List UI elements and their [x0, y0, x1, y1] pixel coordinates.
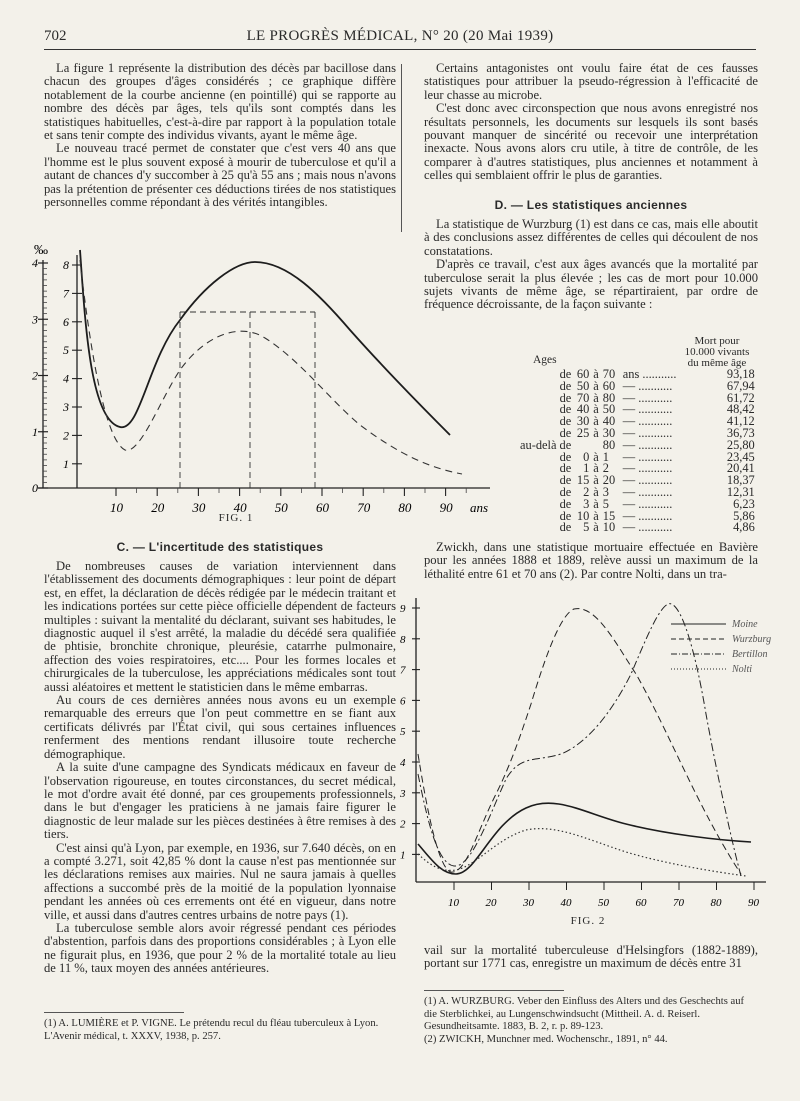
mortality-value: 20,41: [726, 461, 755, 476]
age-prefix: de: [559, 414, 572, 429]
x-ticks: [448, 882, 760, 909]
age-to: 50: [602, 402, 616, 417]
mortality-value: 6,23: [733, 496, 755, 511]
y-tick-label: 2: [400, 818, 406, 831]
y-tick-label: 5: [400, 726, 406, 739]
x-tick-label: 40: [233, 500, 247, 515]
inner-tick-label: 4: [63, 371, 69, 386]
mortality-value: 67,94: [726, 378, 755, 393]
age-sep: à: [593, 461, 599, 476]
paragraph: A la suite d'une campagne des Syndicats médicaux en faveur de l'observation rigoureuse, en toutes circonstances, du secret médical, le mot d'ordre avait été donné, par ces groupements professionnels, dans le but d'engager les praticiens à ne jamais faire figurer le diagnostic de leur malade sur les pièces destinées à être remises à des tiers.: [44, 760, 396, 842]
y-tick-label: 3: [400, 787, 406, 800]
x-tick-label: 60: [635, 897, 647, 909]
age-to: 70: [602, 367, 616, 381]
age-sep: à: [593, 425, 599, 440]
age-prefix: de: [559, 390, 572, 405]
paragraph: Au cours de ces dernières années nous avons eu un exemple remarquable des erreurs que l'on peut commettre en se fiant aux certificats délivrés par l'État civil, qui sous certaines influences renferment des mentions rendant illusoire toute recherche démographique.: [44, 693, 396, 761]
x-tick-label: 50: [598, 897, 609, 909]
paragraph: Certains antagonistes ont voulu faire état de ces fausses statistiques pour attribuer la pseudo-régression à l'efficacité de leur chasse au microbe.: [424, 61, 758, 102]
mortality-value: 36,73: [726, 425, 755, 440]
age-from: 50: [576, 378, 590, 393]
y-tick-label: 4: [400, 757, 406, 769]
paragraph: Le nouveau tracé permet de constater que c'est vers 40 ans que l'homme est le plus souvent exposé à mourir de tuberculose et qu'il a autant de chances d'y succomber à 25 qu'à 55 ans ; mais nous n'avons pas la prétention de présenter ces déductions tirées de nos statistiques personnelles comme répondant à des vérités intangibles.: [44, 141, 396, 210]
legend: [671, 619, 771, 675]
mortality-value: 12,31: [726, 484, 755, 499]
age-from: 5: [583, 520, 590, 535]
age-sep: à: [593, 378, 599, 393]
age-from: 25: [576, 425, 590, 440]
inner-tick-label: 2: [63, 428, 69, 443]
x-tick-label: 30: [192, 500, 206, 515]
age-dots: — ...........: [622, 390, 673, 405]
age-dots: — ...........: [622, 520, 673, 535]
age-from: 60: [576, 367, 590, 381]
age-dots: — ...........: [622, 449, 673, 464]
age-to: 60: [602, 378, 616, 393]
age-prefix: de: [559, 461, 572, 476]
age-from: 1: [583, 461, 590, 476]
age-to: 2: [602, 461, 609, 476]
outer-tick-label: 0: [32, 481, 38, 495]
age-to: 40: [602, 414, 616, 429]
running-head: LE PROGRÈS MÉDICAL, N° 20 (20 Mai 1939): [246, 28, 554, 44]
x-unit-label: ans: [470, 500, 489, 515]
section-c-title: C. — L'incertitude des statistiques: [116, 540, 324, 554]
age-sep: à: [593, 473, 599, 488]
age-to: 5: [602, 496, 609, 511]
age-from: 2: [583, 484, 590, 499]
inner-tick-label: 1: [63, 456, 69, 471]
age-sep: à: [593, 402, 599, 417]
figure-2-chart: [396, 594, 776, 934]
x-tick-label: 30: [523, 897, 534, 909]
age-dots: — ...........: [622, 473, 673, 488]
mortality-value: 93,18: [726, 367, 755, 381]
footnote: (2) ZWICKH, Munchner med. Wochenschr., 1891, n° 44.: [424, 1033, 668, 1045]
mortality-value: 23,45: [726, 449, 755, 464]
mortality-value: 48,42: [726, 402, 755, 417]
table-head-line: Mort pour: [694, 335, 740, 347]
age-to: 20: [602, 473, 616, 488]
age-from: 30: [576, 414, 590, 429]
age-prefix: de: [559, 496, 572, 511]
age-from: 10: [576, 508, 590, 523]
left-footnote: (1) A. LUMIÈRE et P. VIGNE. Le prétendu recul du fléau tuberculeux à Lyon. L'Avenir médical, t. XXXV, 1938, p. 257.: [44, 1018, 379, 1042]
legend-label: Nolti: [732, 664, 753, 675]
x-tick-label: 90: [439, 500, 453, 515]
age-prefix: de: [559, 484, 572, 499]
column-divider: [401, 64, 402, 232]
table-header-mort: [672, 336, 762, 369]
age-from: 40: [576, 402, 590, 417]
figure-1-caption: FIG. 1: [218, 512, 254, 524]
age-sep: à: [593, 367, 599, 381]
age-prefix: de: [559, 367, 572, 381]
age-prefix: de: [559, 520, 572, 535]
mortality-value: 41,12: [726, 414, 755, 429]
age-prefix: de: [559, 449, 572, 464]
age-dots: — ...........: [622, 378, 673, 393]
age-dots: — ...........: [622, 496, 673, 511]
right-footnotes: [424, 996, 758, 1046]
legend-label: Wurzburg: [732, 634, 772, 645]
footnote-rule: [424, 990, 564, 991]
table-head-line: 10.000 vivants: [684, 346, 750, 358]
age-to: 30: [602, 425, 616, 440]
age-dots: — ...........: [622, 402, 673, 417]
paragraph: C'est ainsi qu'à Lyon, par exemple, en 1936, sur 7.640 décès, on en a compté 3.271, soit 42,85 % dont la cause n'est pas mentionnée sur les déclarations remises aux mairies. Nul ne saura jamais à quelles affections a succombé près de la moitié de la population lyonnaise pendant les années où ces errements ont été en vigueur, dans notre ville, et aussi dans d'autres centres urbains de notre pays (1).: [44, 840, 396, 922]
legend-label: Bertillon: [732, 649, 768, 660]
x-tick-label: 20: [151, 500, 165, 515]
age-sep: à: [593, 520, 599, 535]
age-sep: à: [593, 508, 599, 523]
header-rule: [44, 49, 756, 50]
age-prefix: de: [559, 508, 572, 523]
zwickh-paragraph-start: [424, 541, 758, 581]
x-tick-label: 40: [560, 897, 572, 909]
footnote-rule: [44, 1012, 184, 1013]
age-to: 10: [602, 520, 616, 535]
zwickh-paragraph-end: [424, 944, 758, 971]
page-header: [44, 28, 756, 48]
age-from: 3: [583, 496, 590, 511]
inner-tick-label: 6: [63, 314, 69, 329]
y-tick-label: 8: [400, 633, 406, 646]
footnote: (1) A. WURZBURG. Veber den Einfluss des Alters und des Geschechts auf die Sterblichkei, au Lungenschwindsucht (Mittheil. A. d. Reiserl. Gesundheitsamte. 1883, B. 2, r. p. 89-123.: [424, 996, 745, 1033]
curve-moine: [418, 803, 751, 874]
paragraph: La tuberculose semble alors avoir régressé pendant ces périodes d'abstention, parfois dans des proportions considérables ; à Lyon elle ne figurait plus, en 1936, que pour 2 % de la mortalité totale au lieu de 11 %, taux moyen des années antérieures.: [44, 920, 396, 976]
x-tick-label: 50: [274, 500, 288, 515]
outer-y-ticks: [31, 256, 48, 495]
age-dots: ans ...........: [622, 367, 677, 381]
left-column-intro: [44, 62, 396, 209]
outer-tick-label: 3: [32, 312, 38, 327]
outer-tick-label: 4: [32, 256, 38, 270]
x-tick-label: 10: [110, 500, 123, 515]
age-to: 3: [602, 484, 609, 499]
mortality-value: 5,86: [733, 508, 755, 523]
mortality-value: 61,72: [726, 390, 755, 405]
outer-tick-label: 1: [32, 424, 38, 439]
age-prefix: au-delà de: [520, 437, 572, 452]
age-from: 15: [576, 473, 590, 488]
paragraph: La figure 1 représente la distribution des décès par bacillose dans chacun des groupes d'âges considérés ; ce graphique diffère notablement de la courbe ancienne (en pointillé) qui se rapporte au nombre des décès par âges, tels qu'ils sont comptés dans les statistiques habituelles, c'est-à-dire par rapport à la population totale et sans tenir compte des individus vivants, ayant le même âge.: [44, 61, 396, 143]
table-header-ages: Ages: [533, 354, 557, 366]
y-tick-label: 9: [400, 603, 406, 615]
y-tick-label: 1: [400, 849, 406, 862]
age-sep: à: [593, 390, 599, 405]
unit-label: ‰: [34, 243, 48, 258]
age-mortality-table: [518, 369, 757, 534]
y-ticks: [399, 603, 420, 861]
age-prefix: de: [559, 402, 572, 417]
section-d-body: [424, 218, 758, 312]
age-dots: — ...........: [622, 484, 673, 499]
inner-tick-label: 3: [63, 400, 69, 414]
right-column-intro: [424, 62, 758, 183]
age-dots: — ...........: [622, 437, 673, 452]
x-tick-label: 90: [748, 897, 759, 909]
age-dots: — ...........: [622, 414, 673, 429]
legend-label: Moine: [732, 619, 758, 630]
curve-bertillon: [418, 604, 741, 876]
paragraph: La statistique de Wurzburg (1) est dans ce cas, mais elle aboutit à des conclusions assez différentes de celles qui découlent de nos constatations.: [424, 217, 758, 258]
age-sep: à: [593, 484, 599, 499]
x-ticks: [110, 488, 488, 515]
age-to: 80: [602, 390, 616, 405]
age-prefix: de: [559, 425, 572, 440]
age-sep: à: [593, 496, 599, 511]
age-to: 1: [602, 449, 609, 464]
paragraph: De nombreuses causes de variation interviennent dans l'établissement des documents démographiques : leur point de départ est, en effet, la déclaration de décès rédigée par le médecin traitant et les indications portées sur cette pièce officielle dépendent de facteurs multiples : suivant la mentalité du déclarant, suivant ses habitudes, le diagnostic auquel il s'est arrêté, la maladie du décédé sera qualifiée de phtisie, bronchite chronique, pleurésie, catarrhe pulmonaire, affection des voies respiratoires, etc.... Pour les formes locales et chirurgicales de la tuberculose, les appréciations médicales sont tout aussi aléatoires et mettent le statisticien dans le même embarras.: [44, 559, 396, 694]
age-prefix: de: [559, 378, 572, 393]
outer-tick-label: 2: [32, 368, 38, 383]
inner-tick-label: 7: [63, 286, 69, 301]
paragraph: Zwickh, dans une statistique mortuaire effectuée en Bavière pour les années 1888 et 1889, relève aussi un maximum de la léthalité entre 61 et 70 ans (2). Par contre Nolti, dans un tra-: [424, 540, 758, 581]
section-c-body: [44, 560, 396, 976]
age-dots: — ...........: [622, 425, 673, 440]
age-to: 80: [602, 437, 616, 452]
age-dots: — ...........: [622, 461, 673, 476]
age-from: 70: [576, 390, 590, 405]
mortality-value: 4,86: [733, 520, 755, 535]
inner-tick-label: 5: [63, 343, 69, 358]
inner-y-ticks: [62, 258, 82, 471]
age-prefix: de: [559, 473, 572, 488]
inner-tick-label: 8: [63, 258, 69, 272]
age-to: 15: [602, 508, 616, 523]
table-head-line: du même âge: [687, 357, 747, 369]
paragraph: D'après ce travail, c'est aux âges avancés que la mortalité par tuberculose serait la plus élevée ; les cas de mort pour 10.000 sujets vivants de même âge, se répartiraient, par ordre de fréquence décroissante, de la façon suivante :: [424, 257, 758, 312]
x-tick-label: 10: [448, 897, 459, 909]
age-sep: à: [593, 449, 599, 464]
x-tick-label: 70: [357, 500, 371, 515]
page-number: 702: [44, 28, 67, 44]
x-tick-label: 80: [398, 500, 412, 515]
paragraph: vail sur la mortalité tuberculeuse d'Helsingfors (1882-1889), portant sur 1771 cas, enregistre un maximum de décès entre 31: [424, 943, 758, 971]
mortality-value: 18,37: [726, 473, 755, 488]
curve-wurzburg: [418, 609, 741, 874]
paragraph: C'est donc avec circonspection que nous avons enregistré nos résultats personnels, les documents sur lesquels ils sont basés pouvant manquer de sincérité ou recevoir une interprétation inexacte. Nous avons alors cru utile, à titre de contrôle, de les comparer à d'autres statistiques, plus anciennes et notamment à celles qui semblaient offrir le plus de garanties.: [424, 101, 758, 183]
y-tick-label: 6: [400, 695, 406, 708]
curve-old: [80, 260, 462, 474]
table-row: [518, 522, 757, 534]
x-tick-label: 20: [485, 897, 497, 909]
age-dots: — ...........: [622, 508, 673, 523]
x-tick-label: 80: [710, 897, 722, 909]
x-tick-label: 60: [316, 500, 329, 515]
y-tick-label: 7: [400, 664, 406, 677]
section-d-title: D. — Les statistiques anciennes: [494, 198, 688, 212]
figure-2-caption: FIG. 2: [570, 915, 606, 927]
curve-new: [80, 250, 450, 435]
age-from: 0: [583, 449, 590, 464]
age-sep: à: [593, 414, 599, 429]
x-tick-label: 70: [673, 897, 684, 909]
mortality-value: 25,80: [726, 437, 755, 452]
